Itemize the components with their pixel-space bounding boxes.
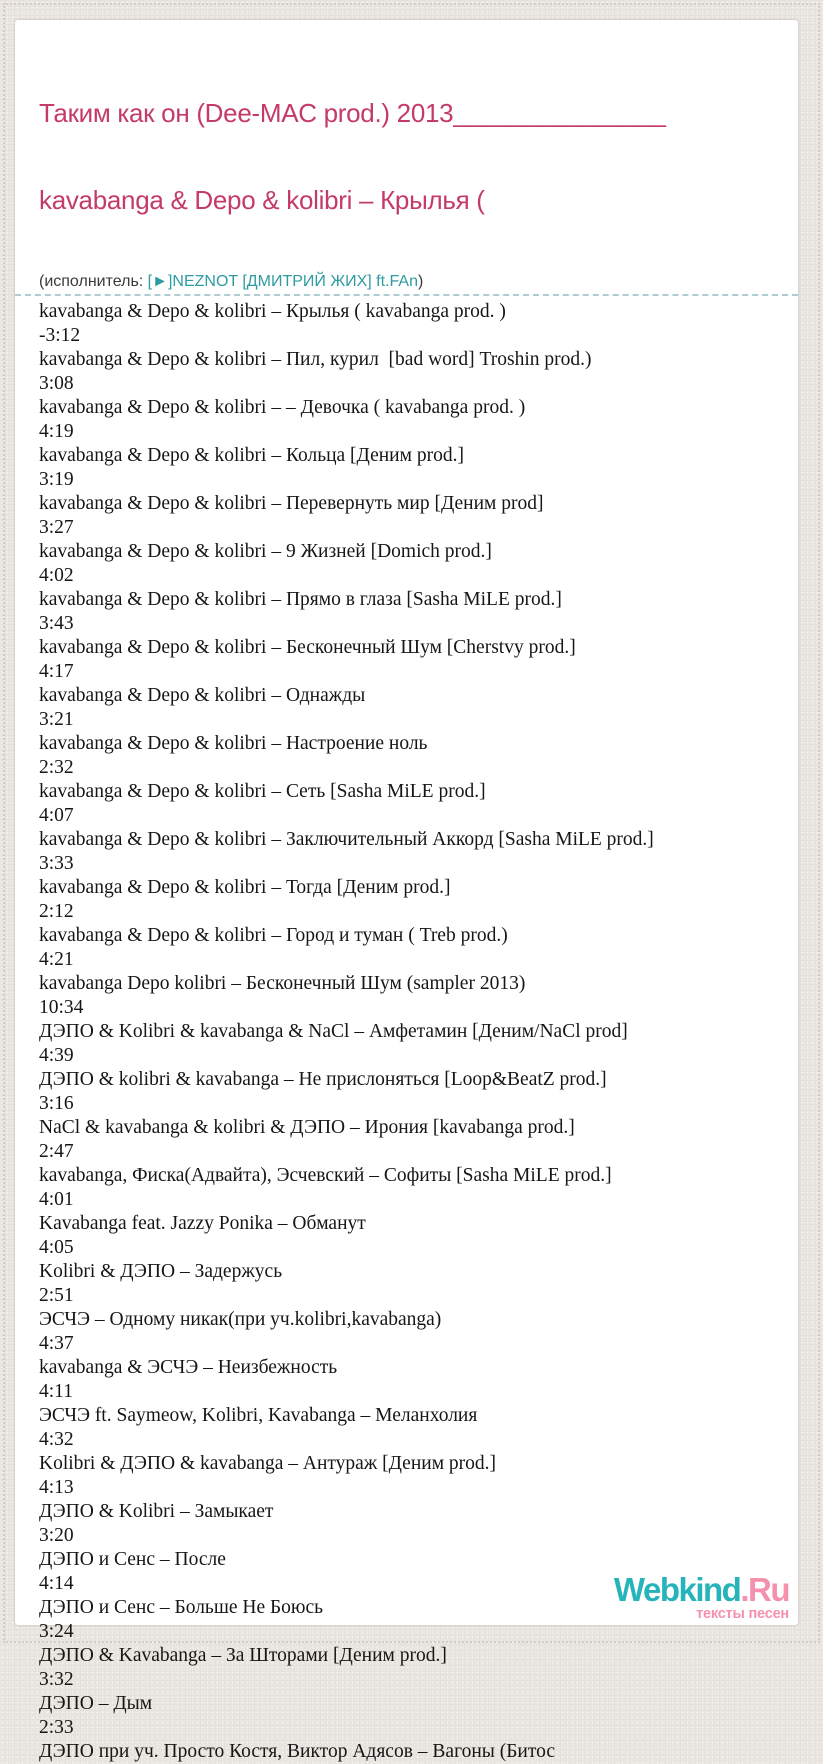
song-item xyxy=(39,1644,798,1692)
webkind-logo[interactable] xyxy=(613,1570,789,1622)
song-item xyxy=(39,540,798,588)
song-item xyxy=(39,396,798,444)
song-duration: 4:21 xyxy=(39,949,74,970)
song-item xyxy=(39,684,798,732)
song-duration: 3:33 xyxy=(39,853,74,874)
webkind-logo-wordmark xyxy=(613,1570,789,1608)
song-duration: 3:20 xyxy=(39,1525,74,1546)
page-title-line2: kavabanga & Depo & kolibri – Крылья ( xyxy=(39,185,485,215)
song-duration: 3:24 xyxy=(39,1621,74,1642)
logo-tagline: тексты песен xyxy=(696,1605,789,1622)
song-item xyxy=(39,1260,798,1308)
song-duration: 10:34 xyxy=(39,997,84,1018)
song-duration: 3:16 xyxy=(39,1093,74,1114)
song-duration: 4:01 xyxy=(39,1189,74,1210)
artist-line xyxy=(39,273,798,291)
song-link[interactable]: ЭСЧЭ – Одному никак(при уч.kolibri,kavabanga) xyxy=(39,1309,442,1330)
song-item xyxy=(39,636,798,684)
song-duration: 4:11 xyxy=(39,1381,73,1402)
logo-name: Webkind xyxy=(613,1570,741,1608)
song-link[interactable]: kavabanga, Фиска(Адвайта), Эсчевский – Софиты [Sasha MiLE prod.] xyxy=(39,1165,612,1186)
song-link[interactable]: kavabanga & Depo & kolibri – – Девочка ( kavabanga prod. ) xyxy=(39,397,526,418)
song-item xyxy=(39,1500,798,1548)
song-link[interactable]: kavabanga & Depo & kolibri – Кольца [Деним prod.] xyxy=(39,445,464,466)
song-item xyxy=(39,1164,798,1212)
song-item xyxy=(39,1308,798,1356)
song-link[interactable]: ЭСЧЭ ft. Saymeow, Kolibri, Kavabanga – Меланхолия xyxy=(39,1405,478,1426)
song-duration: 4:32 xyxy=(39,1429,74,1450)
song-duration: -3:12 xyxy=(39,325,81,346)
dashed-separator xyxy=(15,294,798,296)
logo-tld: .Ru xyxy=(740,1570,789,1608)
song-item xyxy=(39,588,798,636)
song-item xyxy=(39,1212,798,1260)
song-duration: 4:14 xyxy=(39,1573,74,1594)
song-link[interactable]: kavabanga & Depo & kolibri – Перевернуть мир [Деним prod] xyxy=(39,493,544,514)
song-duration: 3:19 xyxy=(39,469,74,490)
song-link[interactable]: ДЭПО & Kolibri – Замыкает xyxy=(39,1501,274,1522)
page-title-line1: Таким как он (Dee-MAC prod.) 2013_______________ xyxy=(39,98,666,128)
song-link[interactable]: ДЭПО & Kavabanga – За Шторами [Деним prod.] xyxy=(39,1645,447,1666)
song-link[interactable]: kavabanga & Depo & kolibri – Прямо в глаза [Sasha MiLE prod.] xyxy=(39,589,562,610)
song-duration: 3:43 xyxy=(39,613,74,634)
song-item xyxy=(39,300,798,348)
song-link[interactable]: kavabanga & Depo & kolibri – 9 Жизней [Domich prod.] xyxy=(39,541,492,562)
song-item xyxy=(39,1692,798,1740)
song-link[interactable]: kavabanga & Depo & kolibri – Однажды xyxy=(39,685,366,706)
song-link[interactable]: Kolibri & ДЭПО – Задержусь xyxy=(39,1261,283,1282)
content-card xyxy=(15,20,798,1762)
song-duration: 4:07 xyxy=(39,805,74,826)
song-duration: 3:27 xyxy=(39,517,74,538)
song-item xyxy=(39,1404,798,1452)
song-item xyxy=(39,444,798,492)
song-item xyxy=(39,1068,798,1116)
song-item xyxy=(39,828,798,876)
song-duration: 4:17 xyxy=(39,661,74,682)
song-item xyxy=(39,732,798,780)
song-link[interactable]: kavabanga & Depo & kolibri – Бесконечный Шум [Cherstvy prod.] xyxy=(39,637,576,658)
song-duration: 4:02 xyxy=(39,565,74,586)
song-duration: 2:33 xyxy=(39,1717,74,1738)
song-link[interactable]: ДЭПО – Дым xyxy=(39,1693,153,1714)
song-link[interactable]: ДЭПО и Сенс – Больше Не Боюсь xyxy=(39,1597,324,1618)
song-duration: 4:13 xyxy=(39,1477,74,1498)
artist-prefix: (исполнитель: xyxy=(39,273,148,290)
song-link[interactable]: ДЭПО & kolibri & kavabanga – Не прислоняться [Loop&BeatZ prod.] xyxy=(39,1069,607,1090)
song-link[interactable]: kavabanga & ЭСЧЭ – Неизбежность xyxy=(39,1357,338,1378)
song-link[interactable]: kavabanga Depo kolibri – Бесконечный Шум (sampler 2013) xyxy=(39,973,526,994)
song-link[interactable]: ДЭПО при уч. Просто Костя, Виктор Адясов – Вагоны (Битос xyxy=(39,1741,556,1762)
page-title xyxy=(39,41,798,273)
song-duration: 4:19 xyxy=(39,421,74,442)
song-link[interactable]: kavabanga & Depo & kolibri – Крылья ( kavabanga prod. ) xyxy=(39,301,506,322)
song-item xyxy=(39,972,798,1020)
song-item xyxy=(39,492,798,540)
song-link[interactable]: NaCl & kavabanga & kolibri & ДЭПО – Ирония [kavabanga prod.] xyxy=(39,1117,575,1138)
song-link[interactable]: Kolibri & ДЭПО & kavabanga – Антураж [Деним prod.] xyxy=(39,1453,497,1474)
song-item xyxy=(39,1020,798,1068)
song-link[interactable]: kavabanga & Depo & kolibri – Пил, курил [bad word] Troshin prod.) xyxy=(39,349,592,370)
song-duration: 4:39 xyxy=(39,1045,74,1066)
song-link[interactable]: kavabanga & Depo & kolibri – Настроение ноль xyxy=(39,733,428,754)
song-duration: 2:12 xyxy=(39,901,74,922)
song-duration: 4:37 xyxy=(39,1333,74,1354)
song-duration: 4:05 xyxy=(39,1237,74,1258)
artist-link[interactable]: [►]NEZNOT [ДМИТРИЙ ЖИХ] ft.FAn xyxy=(147,273,418,290)
song-link[interactable]: ДЭПО и Сенс – После xyxy=(39,1549,226,1570)
song-link[interactable]: kavabanga & Depo & kolibri – Сеть [Sasha MiLE prod.] xyxy=(39,781,486,802)
song-duration: 2:32 xyxy=(39,757,74,778)
song-duration: 2:51 xyxy=(39,1285,74,1306)
song-list xyxy=(39,300,798,1764)
artist-suffix: ) xyxy=(417,273,424,290)
song-link[interactable]: kavabanga & Depo & kolibri – Город и туман ( Treb prod.) xyxy=(39,925,508,946)
song-item xyxy=(39,1740,798,1764)
song-item xyxy=(39,1356,798,1404)
song-duration: 3:08 xyxy=(39,373,74,394)
song-duration: 3:21 xyxy=(39,709,74,730)
song-link[interactable]: kavabanga & Depo & kolibri – Заключительный Аккорд [Sasha MiLE prod.] xyxy=(39,829,654,850)
song-item xyxy=(39,1116,798,1164)
song-link[interactable]: kavabanga & Depo & kolibri – Тогда [Деним prod.] xyxy=(39,877,451,898)
song-link[interactable]: ДЭПО & Kolibri & kavabanga & NaCl – Амфетамин [Деним/NaCl prod] xyxy=(39,1021,628,1042)
song-item xyxy=(39,876,798,924)
song-duration: 3:32 xyxy=(39,1669,74,1690)
song-item xyxy=(39,780,798,828)
song-item xyxy=(39,1452,798,1500)
song-duration: 2:47 xyxy=(39,1141,74,1162)
song-link[interactable]: Kavabanga feat. Jazzy Ponika – Обманут xyxy=(39,1213,366,1234)
song-item xyxy=(39,348,798,396)
song-item xyxy=(39,924,798,972)
